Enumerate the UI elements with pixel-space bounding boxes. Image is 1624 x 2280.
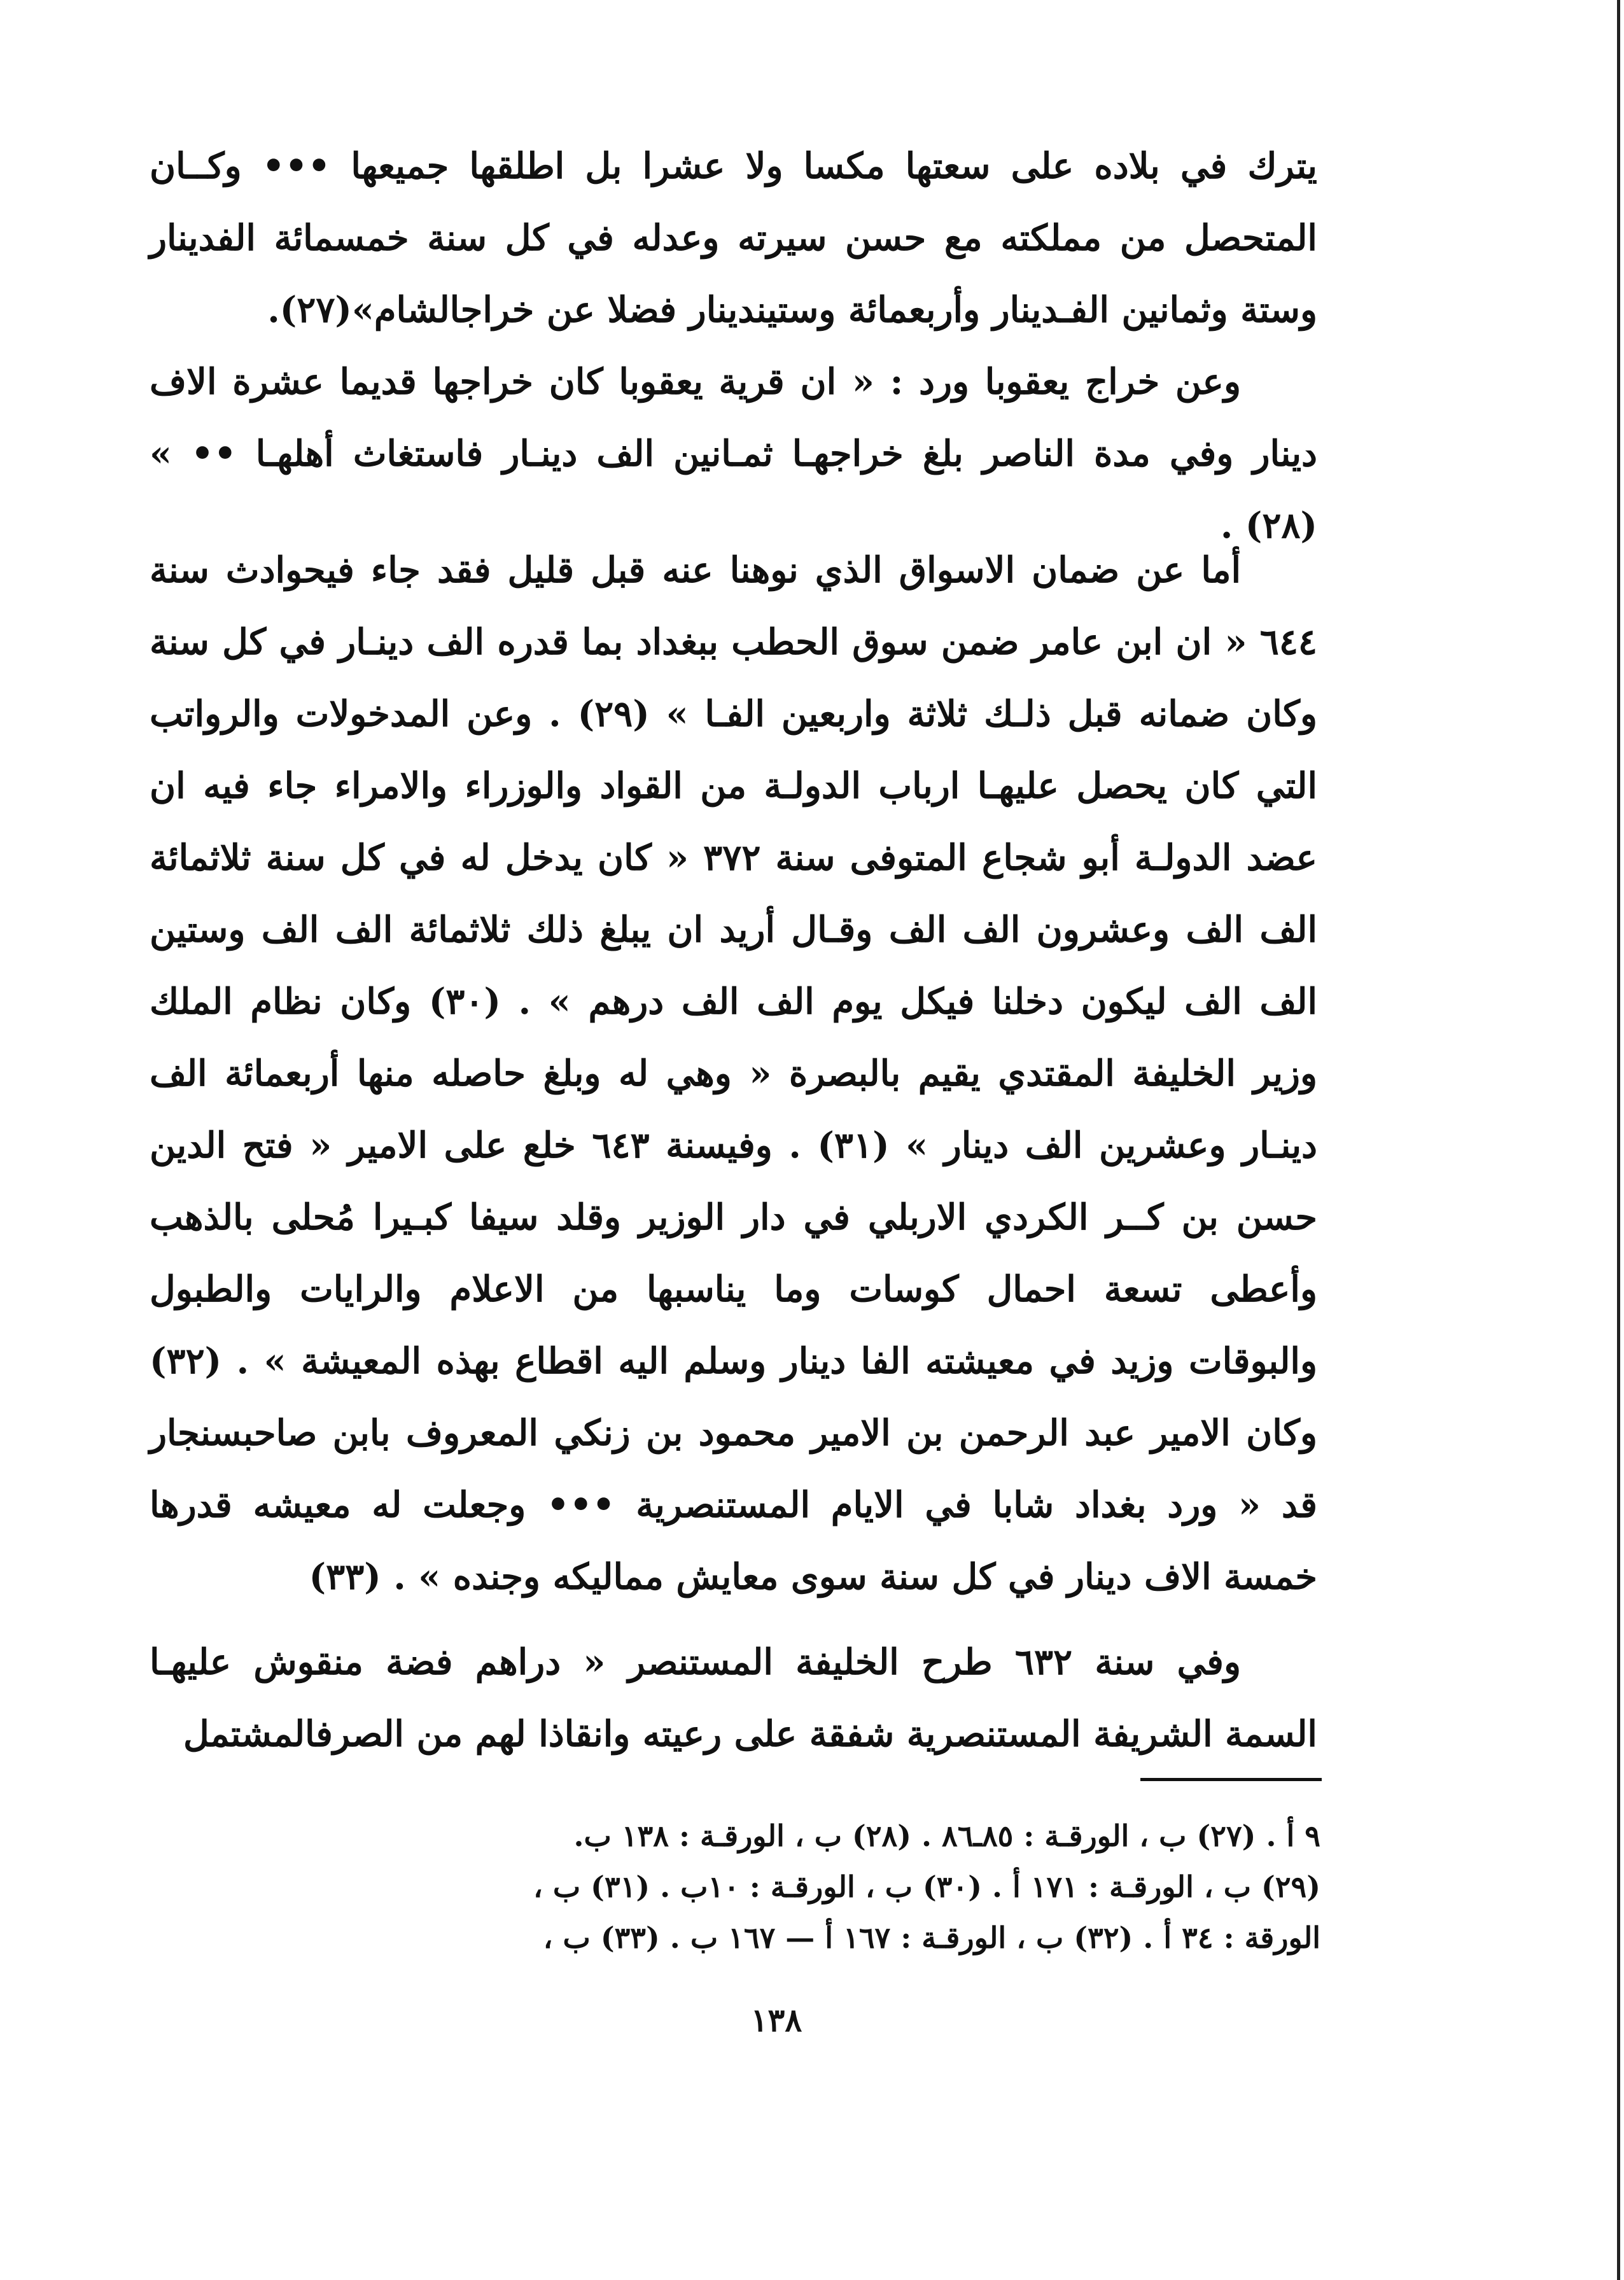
page-edge xyxy=(1617,0,1620,2280)
paragraph-1: يترك في بلاده على سعتها مكسا ولا عشرا بل اطلقها جميعها ••• وكــان المتحصل من مملكته مع حسن سيرته وعدله في كل سنة خمسمائة الفدينار وستة وثمانين الفـدينار وأربعمائة وستيندينار فضلا عن خراجالشام»(٢٧). xyxy=(150,145,1317,331)
footnote-line-1: ٩ أ . (٢٧) ب ، الورقـة : ٨٥ـ٨٦ . (٢٨) ب ، الورقـة : ١٣٨ ب. xyxy=(573,1819,1320,1853)
footnote-line-3: الورقة : ٣٤ أ . (٣٢) ب ، الورقـة : ١٦٧ أ — ١٦٧ ب . (٣٣) ب ، xyxy=(543,1920,1320,1955)
footnote-line-2: (٢٩) ب ، الورقـة : ١٧١ أ . (٣٠) ب ، الورقـة : ١٠ب . (٣١) ب ، xyxy=(533,1870,1320,1904)
paragraph-4: وفي سنة ٦٣٢ طرح الخليفة المستنصر « دراهم فضة منقوش عليهـا السمة الشريفة المستنصرية شفقة على رعيته وانقاذا لهم من الصرفالمشتمل xyxy=(150,1641,1317,1755)
page-number: ١٣٨ xyxy=(750,2001,802,2039)
footnotes xyxy=(162,1810,1320,1963)
paragraph-3: أما عن ضمان الاسواق الذي نوهنا عنه قبل قليل فقد جاء فيحوادث سنة ٦٤٤ « ان ابن عامر ضمن سوق الحطب ببغداد بما قدره الف دينـار في كل سنة وكان ضمانه قبل ذلـك ثلاثة واربعين الفـا » (٢٩) . وعن المدخولات والرواتب التي كان يحصل عليهـا ارباب الدولـة من القواد والوزراء والامراء جاء فيه ان عضد الدولـة أبو شجاع المتوفى سنة ٣٧٢ « كان يدخل له في كل سنة ثلاثمائة الف الف وعشرون الف الف وقـال أريد ان يبلغ ذلك ثلاثمائة الف الف وستين الف الف ليكون دخلنا فيكل يوم الف الف درهم » . (٣٠) وكان نظام الملك وزير الخليفة المقتدي يقيم بالبصرة « وهي له وبلغ حاصله منها أربعمائة الف دينـار وعشرين الف دينار » (٣١) . وفيسنة ٦٤٣ خلع على الامير « فتح الدين حسن بن كــر الكردي الاربلي في دار الوزير وقلد سيفا كبـيرا مُحلى بالذهب وأعطى تسعة احمال كوسات وما يناسبها من الاعلام والرايات والطبول والبوقات وزيد في معيشته الفا دينار وسلم اليه اقطاع بهذه المعيشة » . (٣٢) وكان الامير عبد الرحمن بن الامير محمود بن زنكي المعروف بابن صاحبسنجار قد « ورد بغداد شابا في الايام المستنصرية ••• وجعلت له معيشه قدرها خمسة الاف دينار في كل سنة سوى معايش مماليكه وجنده » . (٣٣) xyxy=(150,549,1317,1598)
footnote-separator xyxy=(1140,1778,1322,1781)
paragraph-2: وعن خراج يعقوبا ورد : « ان قرية يعقوبا كان خراجها قديما عشرة الاف دينار وفي مدة الناصر بلغ خراجهـا ثمـانين الف دينـار فاستغاث أهلهـا •• » (٢٨) . xyxy=(150,361,1317,547)
